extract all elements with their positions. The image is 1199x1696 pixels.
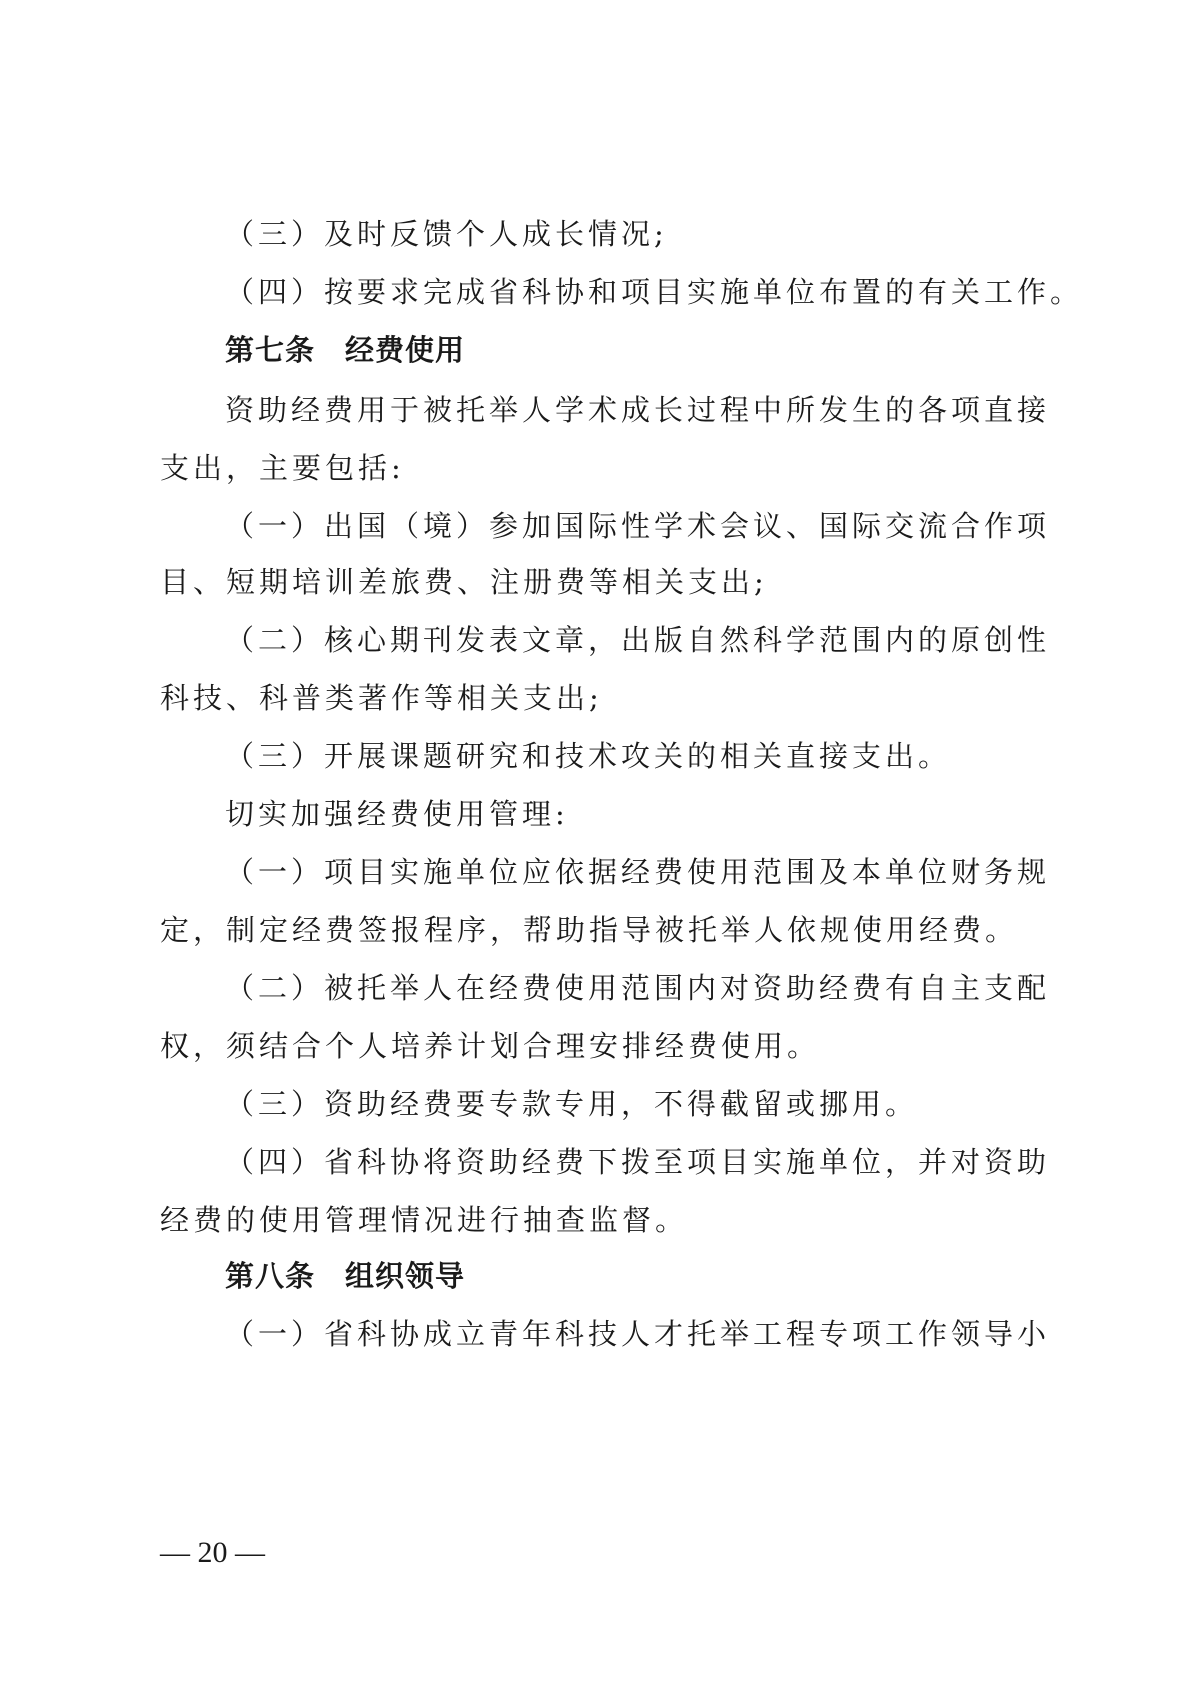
paragraph-funding-usage-cont: 支出，主要包括: [160,451,405,485]
list-item-complete-tasks: （四）按要求完成省科协和项目实施单位布置的有关工作。 [225,275,1084,309]
list-item-unit-regulations-cont: 定，制定经费签报程序，帮助指导被托举人依规使用经费。 [160,913,1019,947]
article-8-heading [225,1256,1105,1296]
list-item-feedback-growth: （三）及时反馈个人成长情况; [225,217,668,251]
list-item-international-travel-cont: 目、短期培训差旅费、注册费等相关支出; [160,565,768,599]
article-7-number: 第七条 [225,333,316,367]
paragraph-management: 切实加强经费使用管理: [225,797,569,831]
list-item-international-travel: （一）出国（境）参加国际性学术会议、国际交流合作项 [225,509,1051,543]
list-item-publications: （二）核心期刊发表文章，出版自然科学范围内的原创性 [225,623,1051,657]
list-item-leading-group: （一）省科协成立青年科技人才托举工程专项工作领导小 [225,1317,1051,1351]
article-7-title: 经费使用 [345,333,466,367]
article-7-heading [225,330,1105,370]
list-item-earmarked-funds: （三）资助经费要专款专用，不得截留或挪用。 [225,1087,919,1121]
paragraph-funding-usage: 资助经费用于被托举人学术成长过程中所发生的各项直接 [225,393,1051,427]
article-8-number: 第八条 [225,1259,316,1293]
page-number: — 20 — [160,1536,265,1569]
list-item-unit-regulations: （一）项目实施单位应依据经费使用范围及本单位财务规 [225,855,1051,889]
list-item-autonomy-cont: 权，须结合个人培养计划合理安排经费使用。 [160,1029,821,1063]
list-item-fund-supervision: （四）省科协将资助经费下拨至项目实施单位，并对资助 [225,1145,1051,1179]
list-item-fund-supervision-cont: 经费的使用管理情况进行抽查监督。 [160,1203,689,1237]
list-item-autonomy: （二）被托举人在经费使用范围内对资助经费有自主支配 [225,971,1051,1005]
article-8-title: 组织领导 [345,1259,466,1293]
list-item-research-expenses: （三）开展课题研究和技术攻关的相关直接支出。 [225,739,952,773]
list-item-publications-cont: 科技、科普类著作等相关支出; [160,681,603,715]
